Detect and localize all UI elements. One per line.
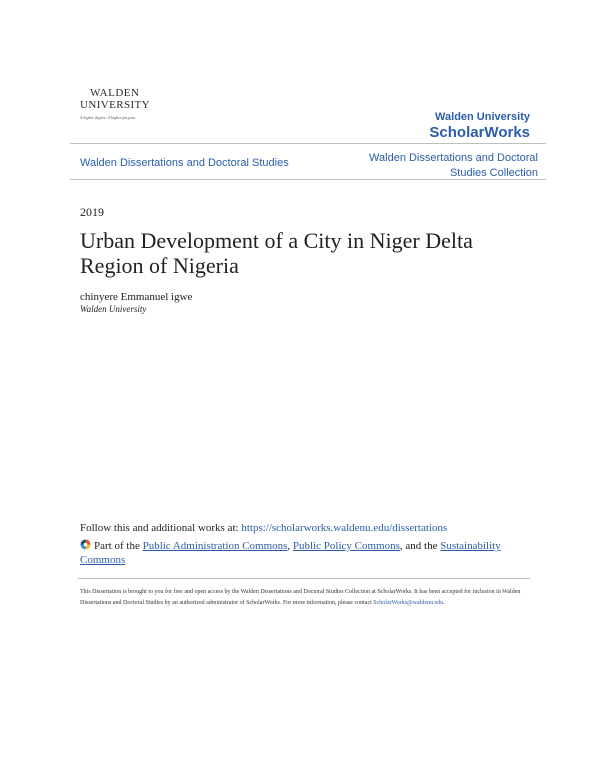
author-affiliation: Walden University [80,304,147,314]
author-name: chinyere Emmanuel igwe [80,291,193,303]
contact-email-link[interactable]: ScholarWorks@waldenu.edu [373,600,444,606]
walden-university-logo [80,88,162,120]
public-administration-commons-link[interactable]: Public Administration Commons [142,540,288,552]
part-of-separator-1: , [287,540,293,552]
part-of-prefix: Part of the [94,540,143,552]
divider-bottom [78,578,530,579]
document-title: Urban Development of a City in Niger Delta Region of Nigeria [80,228,473,278]
follow-line [80,522,447,534]
part-of-commons [80,539,520,567]
access-footnote [80,587,528,609]
logo-wordmark-university: UNIVERSITY [80,99,150,111]
publication-year: 2019 [80,205,104,219]
logo-tagline: A higher degree. A higher purpose. [80,115,137,120]
bepress-commons-icon [80,539,91,550]
divider-middle [70,179,546,180]
divider-top [70,143,546,144]
logo-wordmark-walden: WALDEN [90,87,140,99]
series-link-right[interactable]: Walden Dissertations and Doctoral Studies Collection [369,152,538,179]
footnote-end: . [443,600,445,606]
sustainability-commons-link[interactable]: Sustainability Commons [80,540,501,566]
brand-scholarworks: ScholarWorks [429,124,530,141]
public-policy-commons-link[interactable]: Public Policy Commons [292,540,400,552]
series-link-left[interactable]: Walden Dissertations and Doctoral Studies [80,157,289,169]
part-of-separator-2: , and the [399,540,441,552]
follow-prefix: Follow this and additional works at: [80,522,242,534]
scholarworks-brand[interactable] [429,111,530,142]
footnote-text: This Dissertation is brought to you for free and open access by the Walden Dissertations and Doctoral Studies Collection at ScholarWorks. It has been accepted for inclusion in Walden Dissertations and Doctoral Studies by an authorized administrator of ScholarWorks. For more information, please contact [80,589,521,606]
brand-university: Walden University [435,111,530,123]
dissertations-url-link[interactable]: https://scholarworks.waldenu.edu/dissertations [241,522,448,534]
